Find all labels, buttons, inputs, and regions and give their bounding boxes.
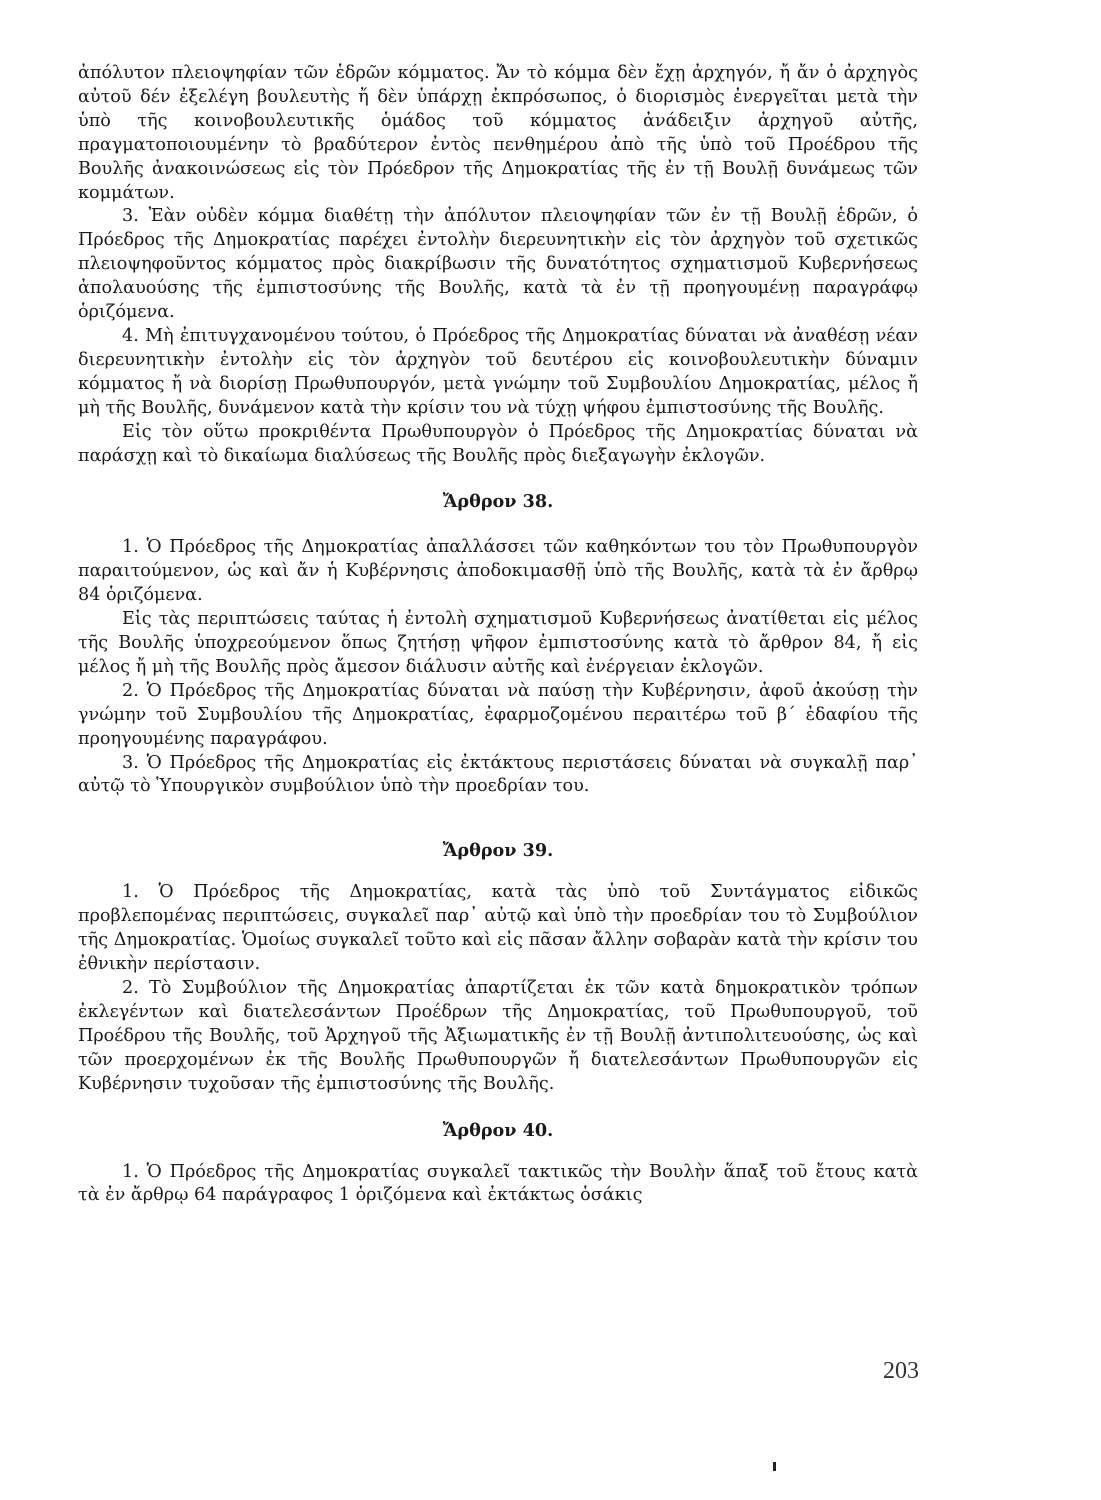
paragraph-continuation: ἀπόλυτον πλειοψηφίαν τῶν ἑδρῶν κόμματος. Ἄν τὸ κόμμα δὲν ἔχῃ ἀρχηγόν, ἤ ἄν ὁ ἀρχηγὸς αὐτοῦ δέν ἐξελέγη βουλευτὴς ἤ δὲν ὑπάρχῃ ἐκπρόσωπος, ὁ διορισμὸς ἐνεργεῖται μετὰ τὴν ὑπὸ τῆς κοινοβουλευτικῆς ὁμάδος τοῦ κόμματος ἀνάδειξιν ἀρχηγοῦ αὐτῆς, πραγματοποιουμένην τὸ βραδύτερον ἐντὸς πενθημέρου ἀπὸ τῆς ὑπὸ τοῦ Προέδρου τῆς Βουλῆς ἀνακοινώσεως εἰς τὸν Πρόεδρον τῆς Δημοκρατίας τῆς ἐν τῇ Βουλῇ δυνάμεως τῶν κομμάτων. [78, 63, 918, 203]
article-39-heading: Ἄρθρον 39. [442, 840, 554, 862]
article-40-paragraph-1: 1. Ὁ Πρόεδρος τῆς Δημοκρατίας συγκαλεῖ τακτικῶς τὴν Βουλὴν ἅπαξ τοῦ ἔτους κατὰ τὰ ἐν ἄρθρῳ 64 παράγραφος 1 ὁριζόμενα καὶ ἐκτάκτως ὁσάκις [78, 1161, 918, 1206]
article-38-paragraph-2: 2. Ὁ Πρόεδρος τῆς Δημοκρατίας δύναται νὰ παύσῃ τὴν Κυβέρνησιν, ἀφοῦ ἀκούσῃ τὴν γνώμην τοῦ Συμβουλίου τῆς Δημοκρατίας, ἐφαρμοζομένου περαιτέρω τοῦ β´ ἐδαφίου τῆς προηγουμένης παραγράφου. [78, 680, 918, 749]
article-38-paragraph-1-continued: Εἰς τὰς περιπτώσεις ταύτας ἡ ἐντολὴ σχηματισμοῦ Κυβερνήσεως ἀνατίθεται εἰς μέλος τῆς Βουλῆς ὑποχρεούμενον ὅπως ζητήσῃ ψῆφον ἐμπιστοσύνης κατὰ τὸ ἄρθρον 84, ἤ εἰς μέλος ἤ μὴ τῆς Βουλῆς πρὸς ἄμεσον διάλυσιν αὐτῆς καὶ ἐνέργειαν ἐκλογῶν. [78, 609, 918, 677]
article-38-paragraph-1: 1. Ὁ Πρόεδρος τῆς Δημοκρατίας ἀπαλλάσσει τῶν καθηκόντων του τὸν Πρωθυπουργὸν παραιτούμενον, ὡς καὶ ἄν ἡ Κυβέρνησις ἀποδοκιμασθῇ ὑπὸ τῆς Βουλῆς, κατὰ τὰ ἐν ἄρθρῳ 84 ὁριζόμενα. [78, 537, 918, 606]
article-38-heading: Ἄρθρον 38. [442, 491, 554, 513]
article-39-paragraph-1: 1. Ὁ Πρόεδρος τῆς Δημοκρατίας, κατὰ τὰς ὑπὸ τοῦ Συντάγματος εἰδικῶς προβλεπομένας περιπτώσεις, συγκαλεῖ παρ᾽ αὐτῷ καὶ ὑπὸ τὴν προεδρίαν του τὸ Συμβούλιον τῆς Δημοκρατίας. Ὁμοίως συγκαλεῖ τοῦτο καὶ εἰς πᾶσαν ἄλλην σοβαρὰν κατὰ τὴν κρίσιν του ἐθνικὴν περίστασιν. [78, 882, 918, 975]
page-number: 203 [883, 1358, 919, 1384]
document-page [78, 62, 918, 1208]
paragraph-4: 4. Μὴ ἐπιτυγχανομένου τούτου, ὁ Πρόεδρος τῆς Δημοκρατίας δύναται νὰ ἀναθέσῃ νέαν διερευνητικὴν ἐντολὴν εἰς τὸν ἀρχηγὸν τοῦ δευτέρου εἰς κοινοβουλευτικὴν δύναμιν κόμματος ἤ νὰ διορίσῃ Πρωθυπουργόν, μετὰ γνώμην τοῦ Συμβουλίου Δημοκρατίας, μέλος ἤ μὴ τῆς Βουλῆς, δυνάμενον κατὰ τὴν κρίσιν του νὰ τύχῃ ψήφου ἐμπιστοσύνης τῆς Βουλῆς. [78, 325, 918, 418]
article-40-heading: Ἄρθρον 40. [442, 1119, 554, 1141]
paragraph-4-continued: Εἰς τὸν οὕτω προκριθέντα Πρωθυπουργὸν ὁ Πρόεδρος τῆς Δημοκρατίας δύναται νὰ παράσχῃ καὶ τὸ δικαίωμα διαλύσεως τῆς Βουλῆς πρὸς διεξαγωγὴν ἐκλογῶν. [78, 421, 918, 466]
scan-mark [773, 1462, 776, 1471]
paragraph-3: 3. Ἐὰν οὐδὲν κόμμα διαθέτῃ τὴν ἀπόλυτον πλειοψηφίαν τῶν ἐν τῇ Βουλῇ ἑδρῶν, ὁ Πρόεδρος τῆς Δημοκρατίας παρέχει ἐντολὴν διερευνητικὴν εἰς τὸν ἀρχηγὸν τοῦ σχετικῶς πλειοψηφοῦντος κόμματος πρὸς διακρίβωσιν τῆς δυνατότητος σχηματισμοῦ Κυβερνήσεως ἀπολαυούσης τῆς ἐμπιστοσύνης τῆς Βουλῆς, κατὰ τὰ ἐν τῇ προηγουμένῃ παραγράφῳ ὁριζόμενα. [78, 206, 918, 323]
article-38-paragraph-3: 3. Ὁ Πρόεδρος τῆς Δημοκρατίας εἰς ἐκτάκτους περιστάσεις δύναται νὰ συγκαλῇ παρ᾽ αὐτῷ τὸ Ὑπουργικὸν συμβούλιον ὑπὸ τὴν προεδρίαν του. [78, 752, 918, 797]
article-39-paragraph-2: 2. Τὸ Συμβούλιον τῆς Δημοκρατίας ἀπαρτίζεται ἐκ τῶν κατὰ δημοκρατικὸν τρόπων ἐκλεγέντων καὶ διατελεσάντων Προέδρων τῆς Δημοκρατίας, τοῦ Πρωθυπουργοῦ, τοῦ Προέδρου τῆς Βουλῆς, τοῦ Ἀρχηγοῦ τῆς Ἀξιωματικῆς ἐν τῇ Βουλῇ ἀντιπολιτευούσης, ὡς καὶ τῶν προερχομένων ἐκ τῆς Βουλῆς Πρωθυπουργῶν ἤ διατελεσάντων Πρωθυπουργῶν εἰς Κυβέρνησιν τυχοῦσαν τῆς ἐμπιστοσύνης τῆς Βουλῆς. [78, 978, 918, 1094]
